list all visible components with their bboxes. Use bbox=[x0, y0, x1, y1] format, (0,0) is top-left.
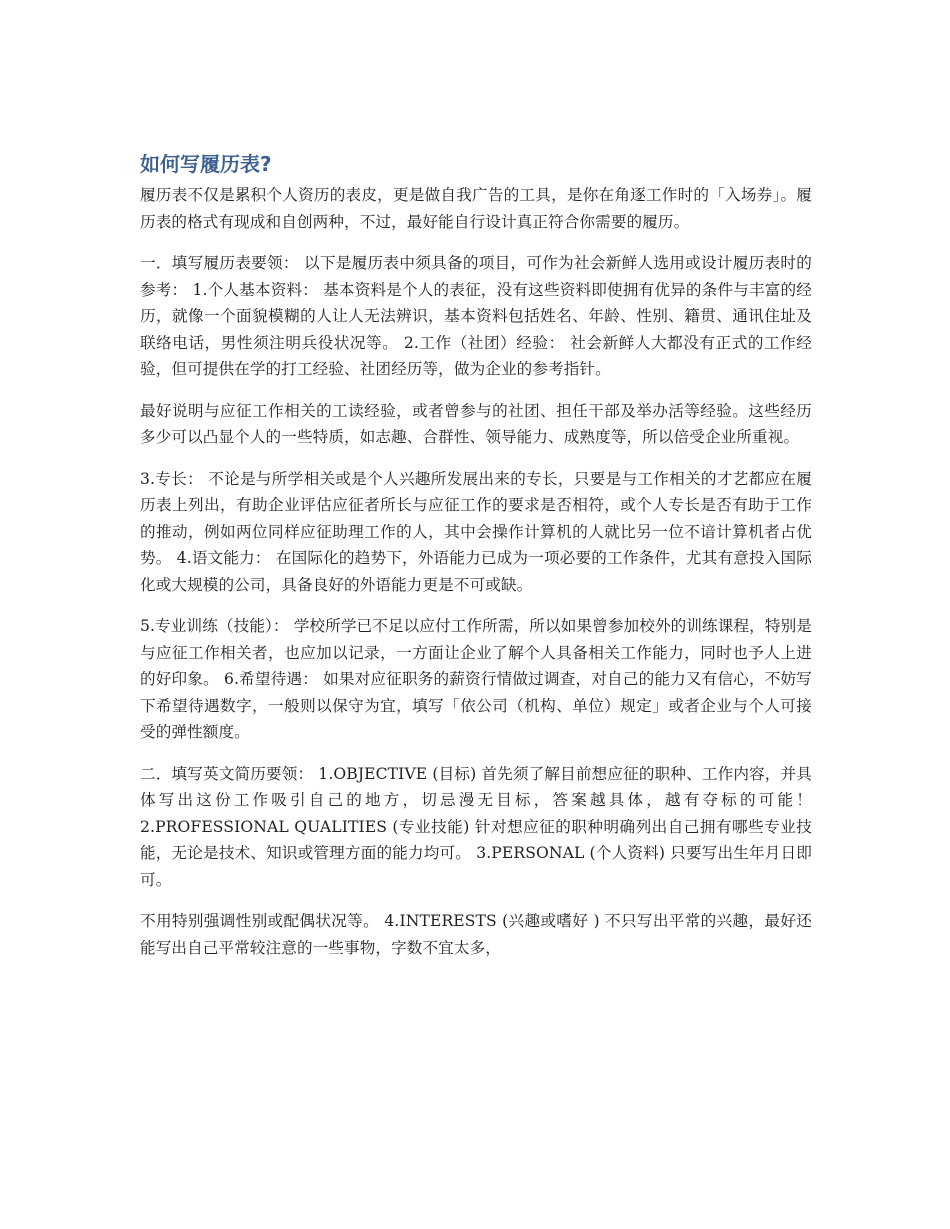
paragraph-training-salary: 5.专业训练（技能）： 学校所学已不足以应付工作所需，所以如果曾参加校外的训练课程，特别是与应征工作相关者，也应加以记录，一方面让企业了解个人具备相关工作能力，同时也予人上进的好印象。 6.希望待遇： 如果对应征职务的薪资行情做过调查，对自己的能力又有信心，不妨写下希望待遇数字，一般则以保守为宜，填写「依公司（机构、单位）规定」或者企业与个人可接受的弹性额度。 bbox=[140, 617, 812, 741]
paragraph-skills-language: 3.专长： 不论是与所学相关或是个人兴趣所发展出来的专长，只要是与工作相关的才艺都应在履历表上列出，有助企业评估应征者所长与应征工作的要求是否相符，或个人专长是否有助于工作的推动，例如两位同样应征助理工作的人，其中会操作计算机的人就比另一位不谙计算机者占优势。 4.语文能力： 在国际化的趋势下，外语能力已成为一项必要的工作条件，尤其有意投入国际化或大规模的公司，具备良好的外语能力更是不可或缺。 bbox=[140, 469, 812, 594]
document-page bbox=[140, 146, 812, 976]
paragraph-experience: 最好说明与应征工作相关的工读经验，或者曾参与的社团、担任干部及举办活等经验。这些经历多少可以凸显个人的一些特质，如志趣、合群性、领导能力、成熟度等，所以倍受企业所重视。 bbox=[140, 401, 812, 446]
paragraph-section-one: 一．填写履历表要领： 以下是履历表中须具备的项目，可作为社会新鲜人选用或设计履历表时的参考： 1.个人基本资料： 基本资料是个人的表征，没有这些资料即使拥有优异的条件与丰富的经历，就像一个面貌模糊的人让人无法辨识，基本资料包括姓名、年龄、性别、籍贯、通讯住址及联络电话，男性须注明兵役状况等。 2.工作（社团）经验： 社会新鲜人大都没有正式的工作经验，但可提供在学的打工经验、社团经历等，做为企业的参考指针。 bbox=[140, 254, 812, 378]
paragraph-intro: 履历表不仅是累积个人资历的表皮，更是做自我广告的工具，是你在角逐工作时的「入场券」。履历表的格式有现成和自创两种，不过，最好能自行设计真正符合你需要的履历。 bbox=[140, 186, 812, 231]
paragraph-interests: 不用特别强调性别或配偶状况等。 4.INTERESTS (兴趣或嗜好 ) 不只写出平常的兴趣，最好还能写出自己平常较注意的一些事物，字数不宜太多， bbox=[140, 912, 812, 957]
paragraph-section-two: 二．填写英文简历要领： 1.OBJECTIVE (目标) 首先须了解目前想应征的职种、工作内容，并具体写出这份工作吸引自己的地方，切忌漫无目标，答案越具体，越有夺标的可能！ 2.PROFESSIONAL QUALITIES (专业技能) 针对想应征的职种明确列出自己拥有哪些专业技能，无论是技术、知识或管理方面的能力均可。 3.PERSONAL (个人资料) 只要写出生年月日即可。 bbox=[140, 764, 812, 889]
page-title: 如何写履历表? bbox=[140, 152, 272, 176]
